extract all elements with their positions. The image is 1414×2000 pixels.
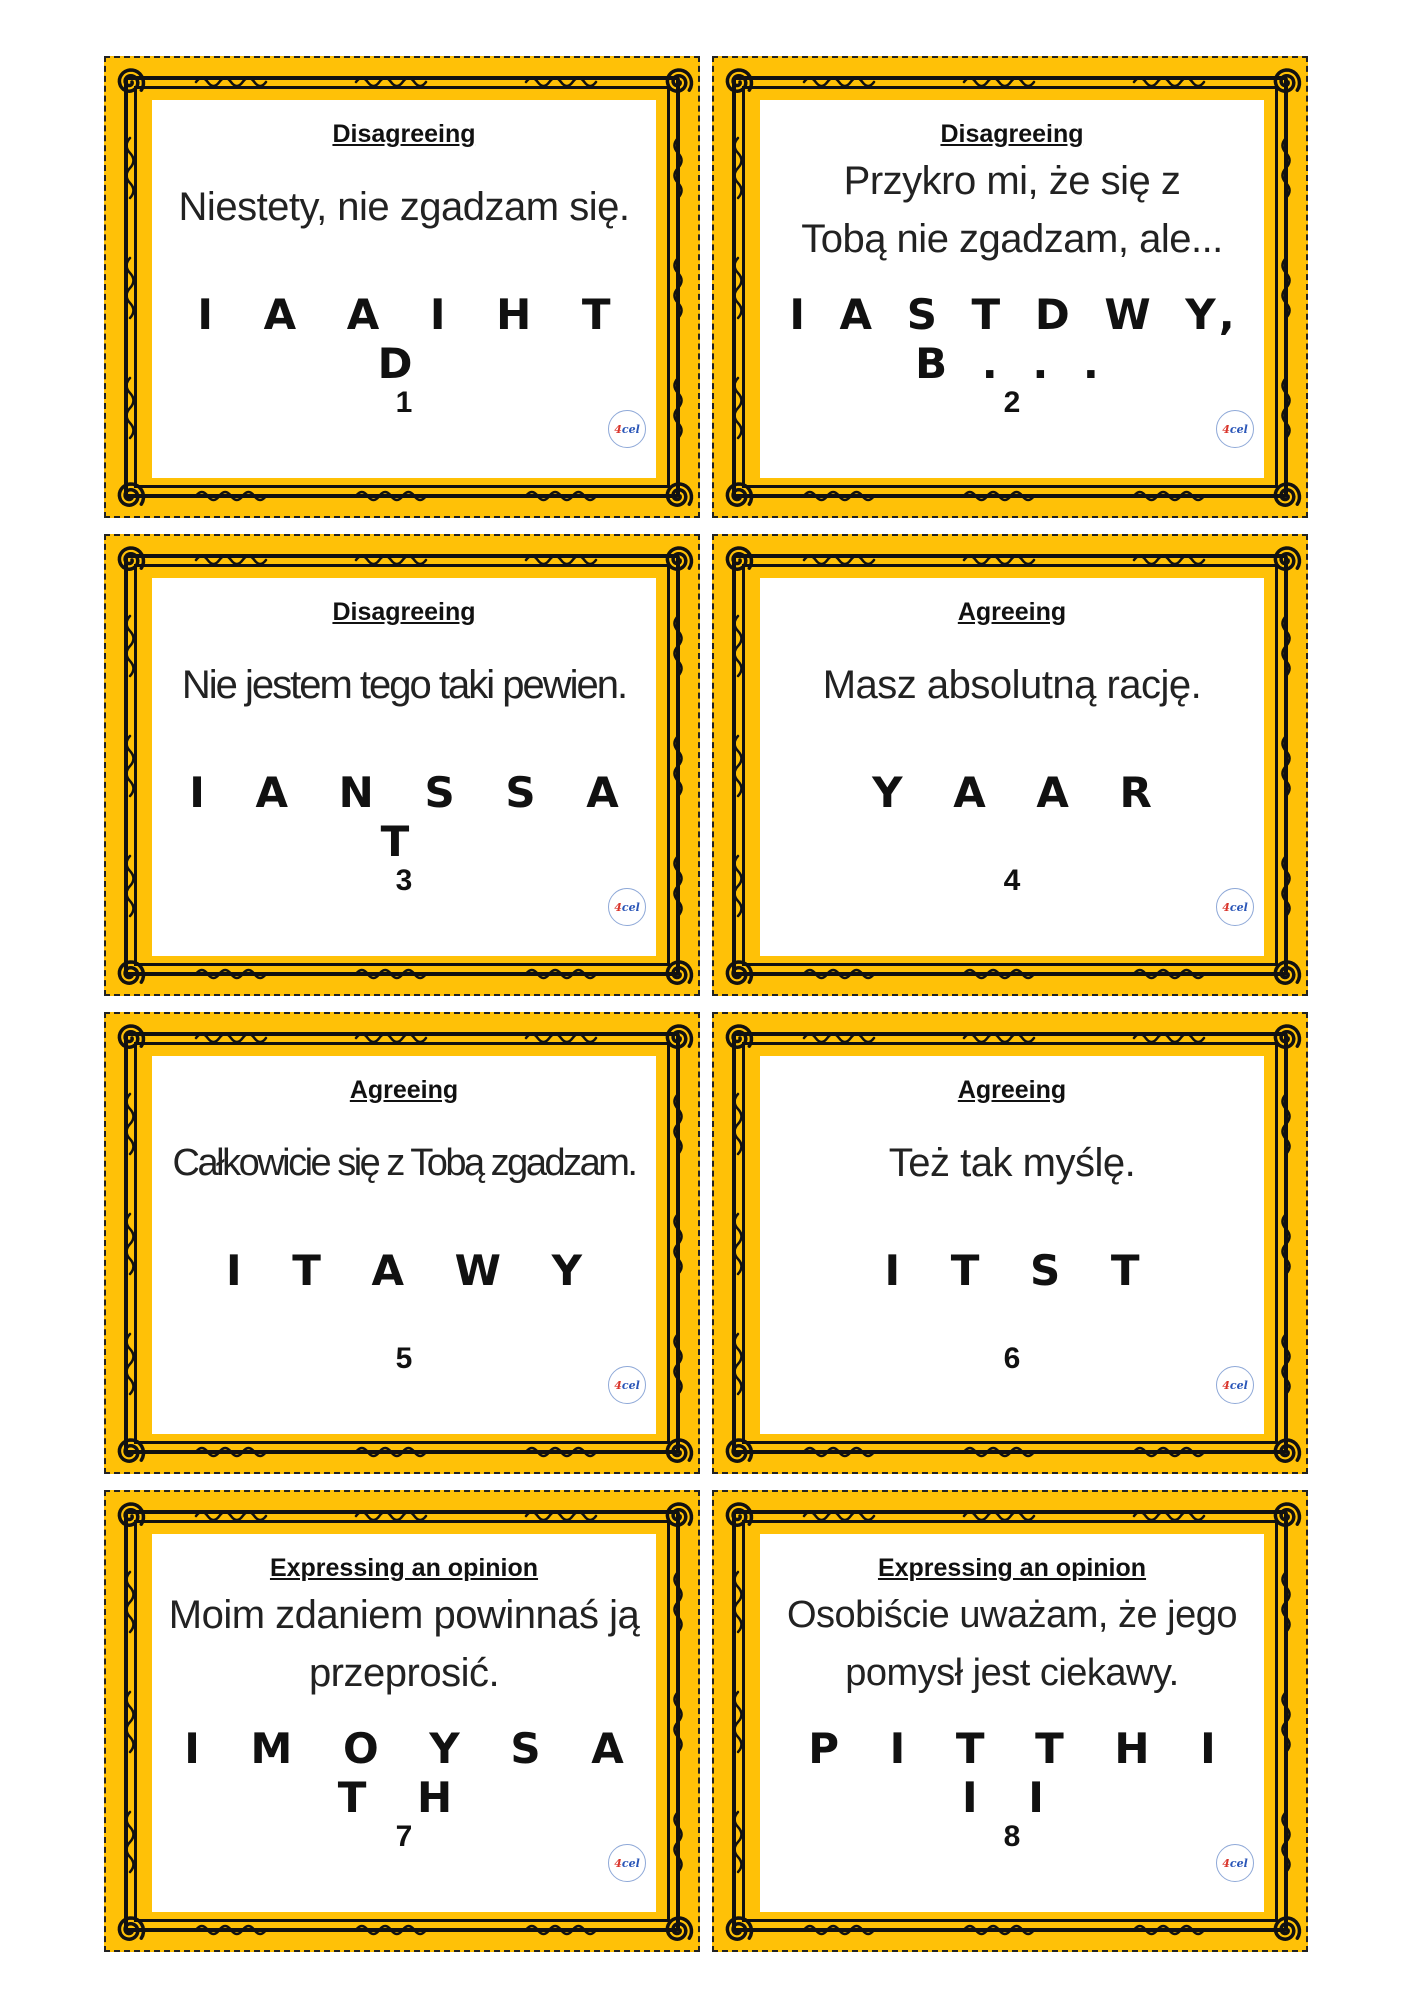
card-phrase: Też tak myślę. [888,1141,1136,1185]
card-number: 2 [1003,386,1021,419]
card-abbreviation: I T A W Y [225,1246,600,1295]
card-category: Agreeing [957,598,1067,626]
card-panel [152,1056,656,1434]
card-abbreviation: I T S T [884,1246,1158,1295]
flashcard [104,1012,700,1474]
card-phrase: Nie jestem tego taki pewien. [181,663,627,707]
card-phrase: Osobiście uważam, że jego pomysł jest ciekawy. [786,1594,1238,1694]
card-number: 5 [395,1342,413,1375]
brand-logo: 4 cel [1216,888,1254,926]
card-category: Agreeing [957,1076,1067,1104]
card-panel [152,100,656,478]
flashcard [104,534,700,996]
flashcard [712,1490,1308,1952]
brand-logo: 4 cel [608,888,646,926]
flashcard [712,56,1308,518]
card-panel [152,1534,656,1912]
card-category: Expressing an opinion [877,1554,1147,1582]
brand-logo: 4 cel [1216,410,1254,448]
flashcard [712,1012,1308,1474]
card-panel [760,100,1264,478]
card-category: Expressing an opinion [269,1554,539,1582]
card-number: 1 [395,386,413,419]
card-number: 6 [1003,1342,1021,1375]
card-panel [760,1534,1264,1912]
card-number: 7 [395,1820,413,1853]
card-abbreviation: Y A A R [872,768,1170,817]
card-number: 4 [1003,864,1021,897]
card-abbreviation: I A N S S A T [189,768,637,866]
brand-logo: 4 cel [608,1844,646,1882]
brand-logo: 4 cel [608,410,646,448]
card-phrase: Masz absolutną rację. [822,663,1202,707]
card-number: 8 [1003,1820,1021,1853]
card-phrase: Całkowicie się z Tobą zgadzam. [172,1142,636,1184]
flashcard [104,1490,700,1952]
card-panel [760,1056,1264,1434]
brand-logo: 4 cel [608,1366,646,1404]
card-category: Disagreeing [940,120,1084,148]
card-abbreviation: I A S T D W Y, B . . . [789,290,1245,388]
brand-logo: 4 cel [1216,1844,1254,1882]
card-phrase: Niestety, nie zgadzam się. [178,185,630,229]
card-category: Disagreeing [332,120,476,148]
card-panel [152,578,656,956]
card-phrase: Moim zdaniem powinnaś ją przeprosić. [168,1593,640,1695]
flashcard [104,56,700,518]
card-panel [760,578,1264,956]
flashcard [712,534,1308,996]
card-number: 3 [395,864,413,897]
brand-logo: 4 cel [1216,1366,1254,1404]
card-category: Disagreeing [332,598,476,626]
card-phrase: Przykro mi, że się z Tobą nie zgadzam, ale... [801,159,1223,261]
card-abbreviation: I A A I H T D [197,290,629,388]
card-category: Agreeing [349,1076,459,1104]
card-abbreviation: P I T T H I I I [808,1724,1234,1822]
card-abbreviation: I M O Y S A T H [184,1724,642,1822]
